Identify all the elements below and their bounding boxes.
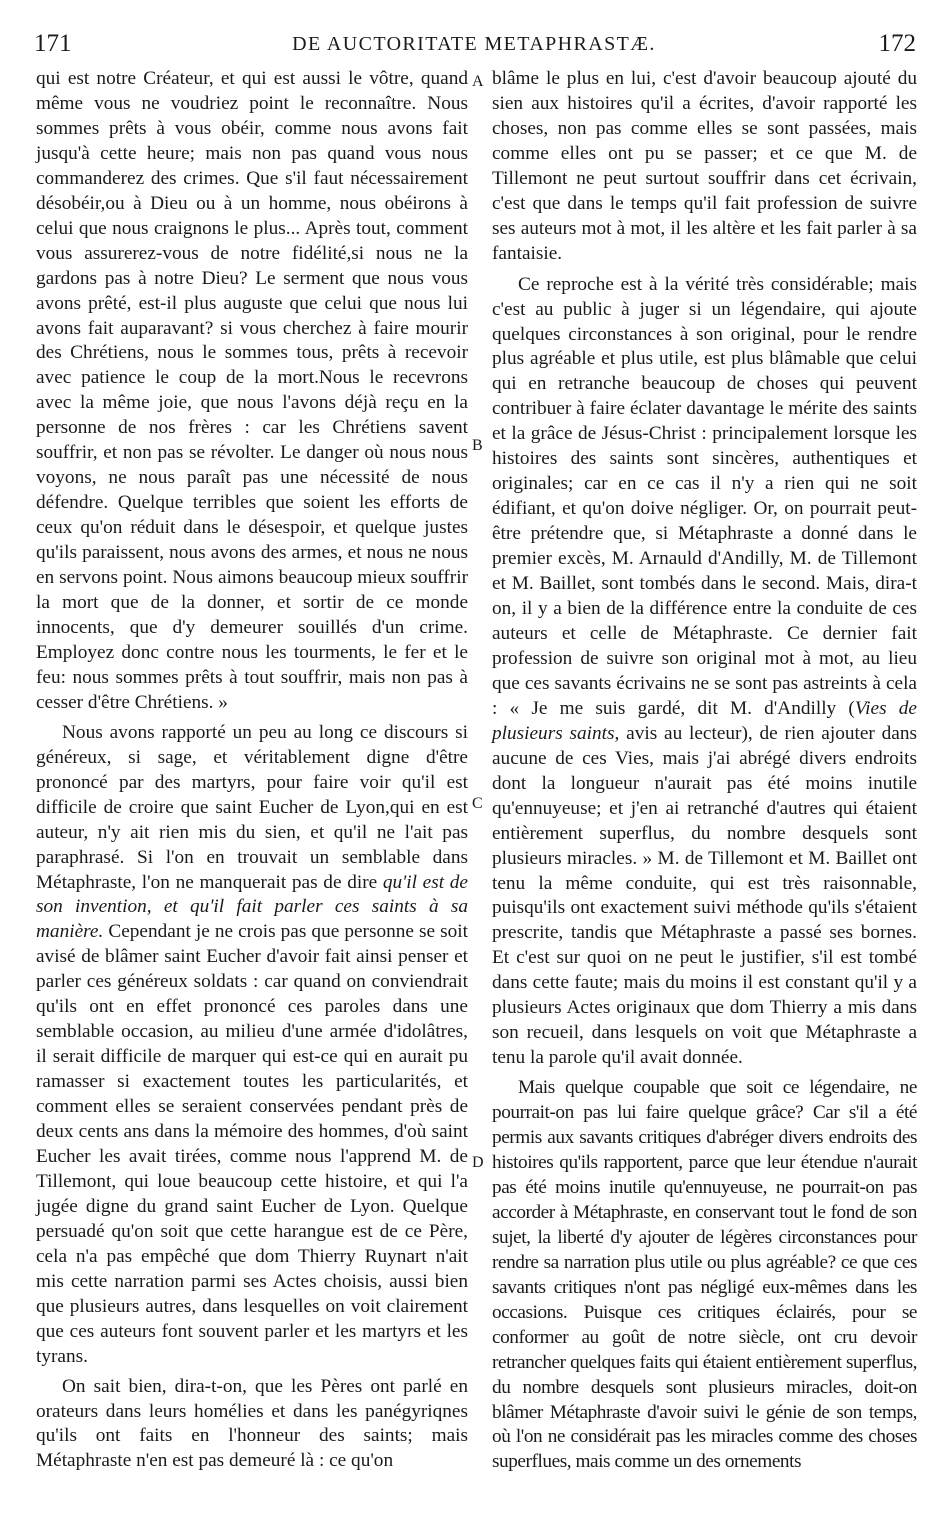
page-header xyxy=(32,30,916,62)
page-number-left: 171 xyxy=(34,30,72,57)
paragraph: blâme le plus en lui, c'est d'avoir beaucoup ajouté du sien aux histoires qu'il a écrites, d'avoir rapporté les choses, non pas comme elles se sont passées, mais comme elles ont pu se passer; et ce que M. de Tillemont ne peut surtout souffrir dans cet écrivain, c'est que dans le temps qu'il fait profession de suivre ses auteurs mot à mot, il les altère et les fait parler à sa fantaisie. xyxy=(492,68,917,264)
italic-book-title: Vies de plusieurs saints, xyxy=(492,697,917,744)
text-run: Cependant je ne crois pas que personne se soit avisé de blâmer saint Eucher d'avoir fait ainsi penser et parler ces généreux soldats : car quand on conviendrait qu'ils ont en effet prononcé ces paroles dans une semblable occasion, au milieu d'une armée d'idolâtres, il serait difficile de marquer qui est-ce qui en aurait pu ramasser si exactement toutes les particularités, et comment elles se seraient conservées pendant près de deux cents ans dans la mémoire des hommes, d'où saint Eucher les avait tirées, comme nous l'apprend M. de Tillemont, qui loue beaucoup cette histoire, et qui l'a jugée digne du grand saint Eucher de Lyon. Quelque persuadé qu'on soit que cette harangue est de ce Père, cela n'a pas empêché que dom Thierry Ruynart n'ait mis cette narration parmi ses Actes choisis, aussi bien que plusieurs autres, dans lesquelles on voit clairement que ces auteurs font souvent parler et les martyrs et les tyrans. xyxy=(36,921,468,1367)
paragraph: Mais quelque coupable que soit ce légendaire, ne pourrait-on pas lui faire quelque grâce? Car s'il a été permis aux savants critiques d'abréger divers endroits des histoires qu'ils rapportent, parce que leur étendue n'aurait pas été moins inutile qu'ennuyeuse, ne pourrait-on pas accorder à Métaphraste, en conservant tout le fond de son sujet, la liberté d'y ajouter de légères circonstances pour rendre sa narration plus utile ou plus agréable? ce que ces savants critiques n'ont pas négligé eux-mêmes dans les occasions. Puisque ces critiques éclairés, pour se conformer au goût de notre siècle, ont cru devoir retrancher quelques faits qui étaient entièrement superflus, du nombre desquels sont plusieurs miracles, doit-on blâmer Métaphraste d'avoir suivi le génie de son temps, où l'on ne considérait pas les miracles comme des choses superflues, mais comme un des ornements xyxy=(492,1077,917,1473)
page-number-right: 172 xyxy=(878,30,916,57)
paragraph: qui est notre Créateur, et qui est aussi le vôtre, quand même vous ne voudriez point le reconnaître. Nous sommes prêts à vous obéir, comme nous avons fait jusqu'à cette heure; mais non pas quand vous nous commanderez des crimes. Que s'il faut nécessairement désobéir,ou à Dieu ou à un homme, nous obéirons à celui que nous craignons le plus... Après tout, comment vous assurerez-vous de notre fidélité,si nous ne la gardons pas à notre Dieu? Le serment que nous vous avons prêté, est-il plus auguste que celui que nous lui avons fait auparavant? si vous cherchez à faire mourir des Chrétiens, nous le sommes tous, prêts à recevoir avec patience le coup de la mort.Nous le recevrons avec la même joie, que nous l'avons déjà reçu en la personne de nos frères : car les Chrétiens savent souffrir, et non pas se révolter. Le danger où nous nous voyons, ne nous paraît pas une nécessité de nous défendre. Quelque terribles que soient les efforts de ceux qu'on réduit dans le désespoir, et quelque justes qu'ils paraissent, nous avons des armes, et nous ne nous en servons point. Nous aimons beaucoup mieux souffrir la mort que de la donner, et sortir de ce monde innocents, que d'y demeurer souillés d'un crime. Employez donc contre nous les tourments, le fer et le feu: nous sommes prêts à tout souffrir, mais non pas à cesser d'être Chrétiens. » xyxy=(36,68,468,713)
text-column-right xyxy=(492,67,917,1475)
italic-quote: qu'il est de son invention, et qu'il fait parler ces saints à sa manière. xyxy=(36,871,468,943)
text-run: avis au lecteur), de rien ajouter dans aucune de ces Vies, mais j'ai abrégé divers endroits dont la longueur n'aurait pas été moins inutile qu'ennuyeuse; et j'en ai retranché d'autres qui étaient entièrement superflus, du nombre desquels sont plusieurs miracles. » M. de Tillemont et M. Baillet ont tenu la même conduite, qui est très raisonnable, puisqu'ils ont exactement suivi méthode qu'ils s'étaient prescrite, tandis que Métaphraste a passé ses bornes. Et c'est sur quoi on ne peut le justifier, s'il est tombé dans cette faute; mais du moins il est constant qu'il y a plusieurs Actes originaux que dom Thierry a mis dans son recueil, dans lesquels on voit que Métaphraste a tenu la parole qu'il avait donnée. xyxy=(492,722,917,1069)
paragraph: On sait bien, dira-t-on, que les Pères ont parlé en orateurs dans leurs homélies et dans les panégyriqnes qu'ils ont faits en l'honneur des saints; mais Métaphraste n'en est pas demeuré là : ce qu'on xyxy=(36,1375,468,1472)
text-column-left xyxy=(36,67,468,1474)
paragraph xyxy=(492,273,917,1072)
margin-marker-d: D xyxy=(472,1154,484,1171)
margin-marker-a: A xyxy=(472,73,484,90)
text-run: Nous avons rapporté un peu au long ce discours si généreux, si sage, et véritablement digne d'être prononcé par des martyrs, pour faire voir qu'il est difficile de croire que saint Eucher de Lyon,qui en est auteur, n'y ait rien mis du sien, et qu'il ne l'ait pas paraphrasé. Si l'on en trouvait un semblable dans Métaphraste, l'on ne manquerait pas de dire xyxy=(36,721,468,893)
margin-marker-b: B xyxy=(472,437,483,454)
margin-marker-c: C xyxy=(472,795,483,812)
text-run: Ce reproche est à la vérité très considérable; mais c'est au public à juger si un légendaire, qui ajoute quelques circonstances à son original, pour le rendre plus agréable et plus utile, est plus blâmable que celui qui en retranche beaucoup de choses qui peuvent contribuer à faire éclater davantage le mérite des saints et la grâce de Jésus-Christ : principalement lorsque les histoires des saints sont sincères, authentiques et originales; car en ce cas il n'y a rien qui ne soit édifiant, et qu'on doive négliger. Or, on pourrait peut-être prétendre que, si Métaphraste a donné dans le premier excès, M. Arnauld d'Andilly, M. de Tillemont et M. Baillet, sont tombés dans le second. Mais, dira-t on, il y a bien de la différence entre la conduite de ces auteurs et celle de Métaphraste. Ce dernier fait profession de suivre son original mot à mot, au lieu que ces savants écrivains ne se sont pas astreints à cela : « Je me suis gardé, dit M. d'Andilly ( xyxy=(492,273,917,719)
paragraph xyxy=(36,721,468,1370)
running-title: DE AUCTORITATE METAPHRASTÆ. xyxy=(292,33,656,55)
